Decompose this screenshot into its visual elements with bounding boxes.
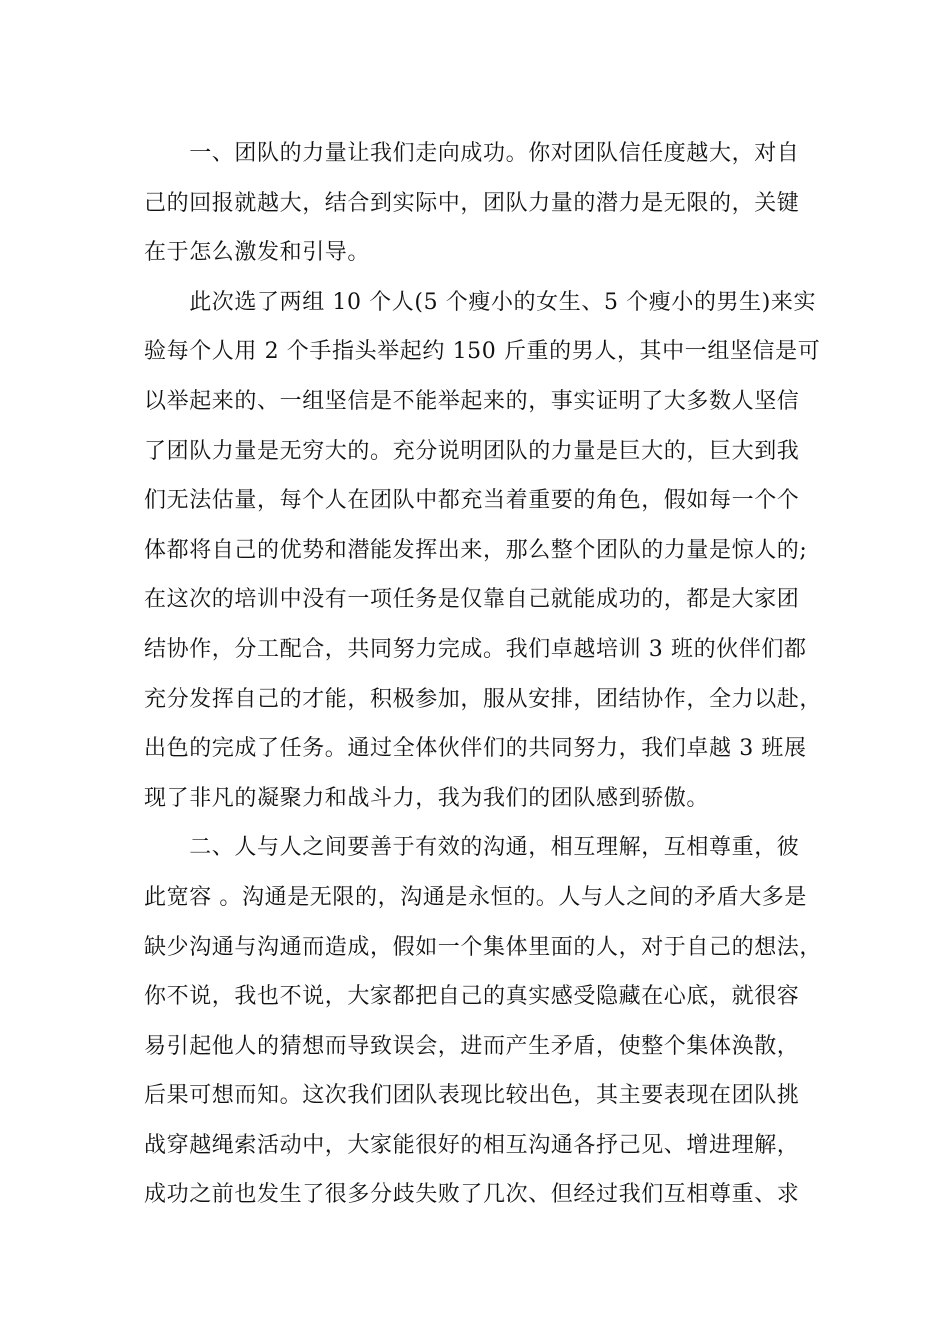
text-line: 结协作，分工配合，共同努力完成。我们卓越培训 3 班的伙伴们都 <box>144 636 807 662</box>
text-line: 后果可想而知。这次我们团队表现比较出色，其主要表现在团队挑 <box>144 1083 800 1109</box>
text-line: 在于怎么激发和引导。 <box>144 240 371 266</box>
text-line: 了团队力量是无穷大的。充分说明团队的力量是巨大的，巨大到我 <box>144 438 800 464</box>
text-line: 出色的完成了任务。通过全体伙伴们的共同努力，我们卓越 3 班展 <box>144 736 807 762</box>
text-line: 二、人与人之间要善于有效的沟通，相互理解，互相尊重，彼 <box>144 835 800 861</box>
text-line: 此宽容 。沟通是无限的，沟通是永恒的。人与人之间的矛盾大多是 <box>144 884 807 910</box>
text-line: 体都将自己的优势和潜能发挥出来，那么整个团队的力量是惊人的; <box>144 537 808 563</box>
document-body <box>144 129 824 1220</box>
text-line: 现了非凡的凝聚力和战斗力，我为我们的团队感到骄傲。 <box>144 785 710 811</box>
text-line: 以举起来的、一组坚信是不能举起来的，事实证明了大多数人坚信 <box>144 388 800 414</box>
paragraph-communication <box>144 823 824 1220</box>
text-line: 充分发挥自己的才能，积极参加，服从安排，团结协作，全力以赴， <box>144 686 823 712</box>
text-line: 们无法估量，每个人在团队中都充当着重要的角色，假如每一个个 <box>144 488 800 514</box>
text-line: 成功之前也发生了很多分歧失败了几次、但经过我们互相尊重、求 <box>144 1182 800 1208</box>
text-line: 己的回报就越大，结合到实际中，团队力量的潜力是无限的，关键 <box>144 190 800 216</box>
text-line: 一、团队的力量让我们走向成功。你对团队信任度越大，对自 <box>144 141 800 166</box>
text-line: 战穿越绳索活动中，大家能很好的相互沟通各抒己见、增进理解， <box>144 1132 800 1158</box>
text-line: 易引起他人的猜想而导致误会，进而产生矛盾，使整个集体涣散， <box>144 1033 800 1059</box>
text-line: 此次选了两组 10 个人(5 个瘦小的女生、5 个瘦小的男生)来实 <box>144 289 817 315</box>
text-line: 验每个人用 2 个手指头举起约 150 斤重的男人，其中一组坚信是可 <box>144 339 821 365</box>
text-line: 在这次的培训中没有一项任务是仅靠自己就能成功的，都是大家团 <box>144 587 800 613</box>
text-line: 缺少沟通与沟通而造成，假如一个集体里面的人，对于自己的想法， <box>144 934 823 960</box>
paragraph-team-strength <box>144 129 824 278</box>
paragraph-experiment <box>144 278 824 824</box>
text-line: 你不说，我也不说，大家都把自己的真实感受隐藏在心底，就很容 <box>144 984 800 1010</box>
